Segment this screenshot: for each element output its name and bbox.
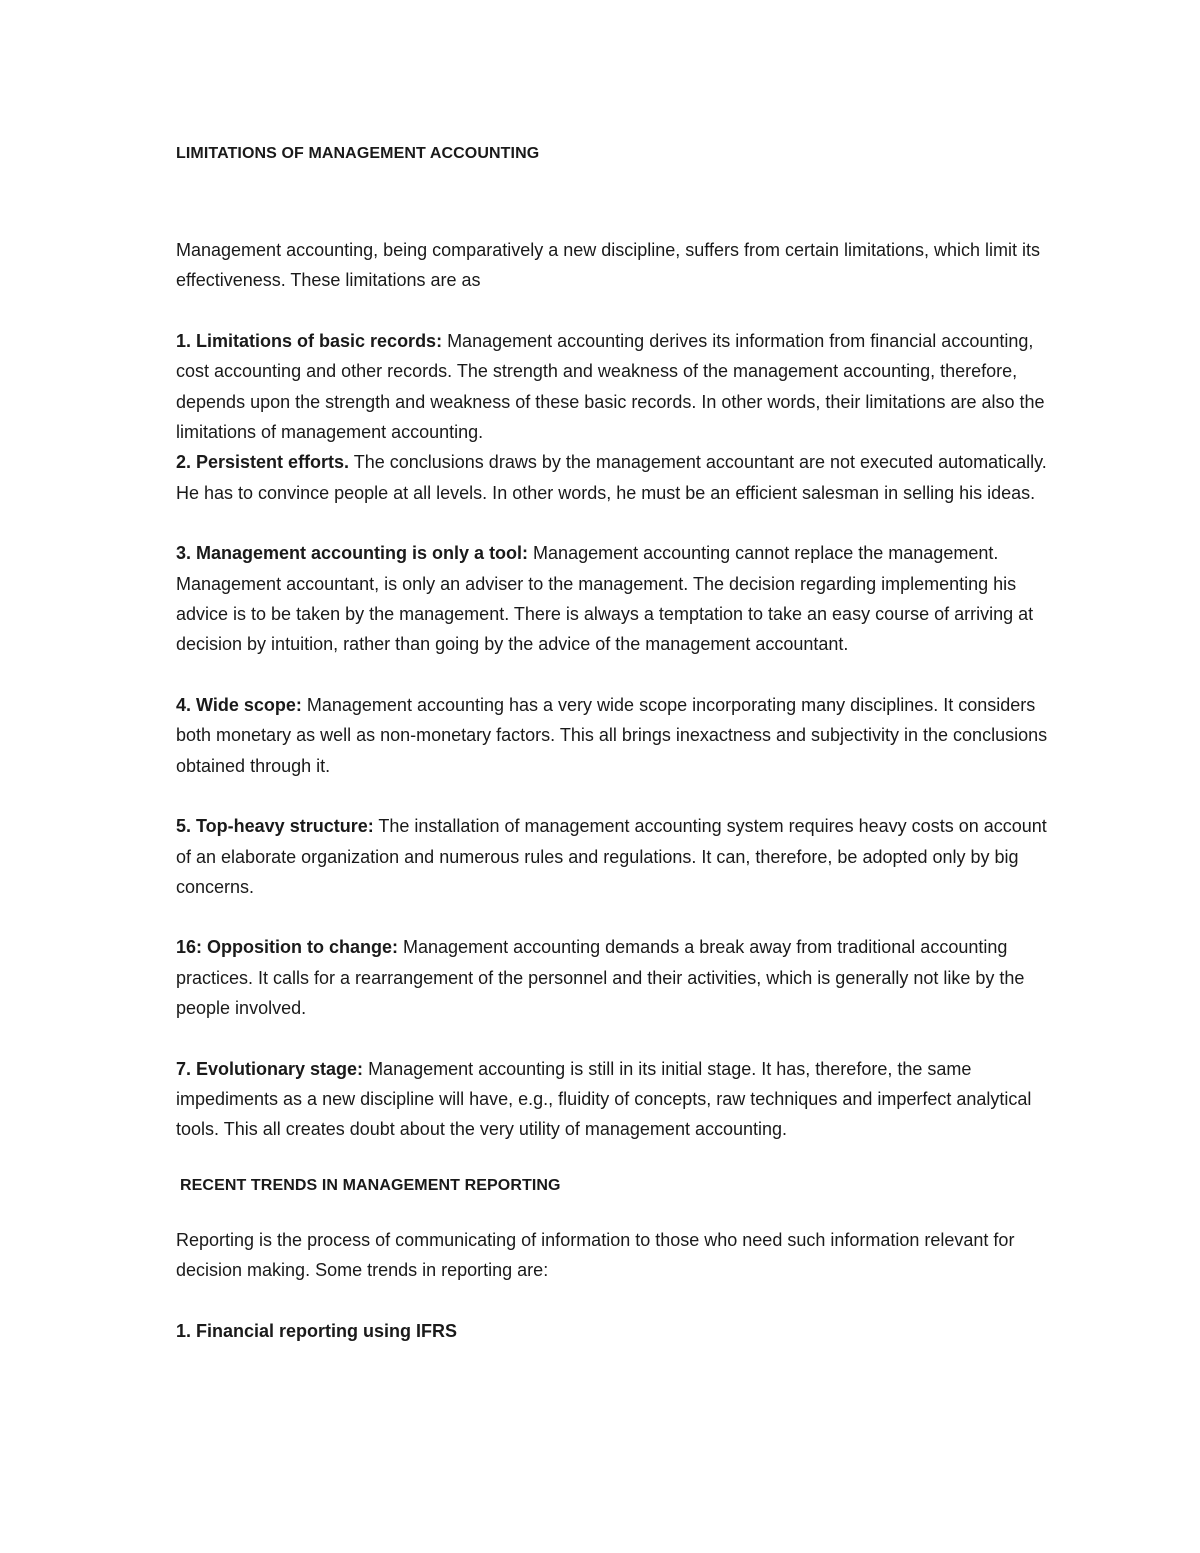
trend-item-1: 1. Financial reporting using IFRS — [176, 1320, 458, 1341]
limitation-item-7 — [176, 1054, 1061, 1145]
limitation-item-1-label: 1. Limitations of basic records: — [176, 330, 443, 351]
limitation-item-3 — [176, 538, 1061, 660]
limitation-item-6-label: 16: Opposition to change: — [176, 937, 399, 958]
limitation-item-1 — [176, 326, 1061, 448]
limitation-item-6-text: Management accounting demands a break away from traditional accounting practices. It calls for a rearrangement of the personnel and their activities, which is generally not like by the people involved. — [176, 937, 1025, 1019]
limitation-item-7-label: 7. Evolutionary stage: — [176, 1058, 364, 1079]
limitation-item-3-label: 3. Management accounting is only a tool: — [176, 543, 529, 564]
limitation-item-7-text: Management accounting is still in its initial stage. It has, therefore, the same impediments as a new discipline will have, e.g., fluidity of concepts, raw techniques and imperfect analytical tools. This all creates doubt about the very utility of management accounting. — [176, 1058, 1032, 1140]
limitation-item-5-label: 5. Top-heavy structure: — [176, 816, 374, 837]
limitation-item-4-label: 4. Wide scope: — [176, 694, 302, 715]
limitation-item-6 — [176, 932, 1061, 1023]
limitation-item-4-text: Management accounting has a very wide scope incorporating many disciplines. It considers both monetary as well as non-monetary factors. This all brings inexactness and subjectivity in the conclusions obtained through it. — [176, 694, 1048, 776]
limitation-item-2-label: 2. Persistent efforts. — [176, 452, 350, 473]
limitation-item-2-text: The conclusions draws by the management accountant are not executed automatically. He has to convince people at all levels. In other words, he must be an efficient salesman in selling his ideas. — [176, 452, 1047, 503]
document-content — [176, 143, 1061, 1346]
section2-intro-paragraph: Reporting is the process of communicating of information to those who need such information relevant for decision making. Some trends in reporting are: — [176, 1229, 1015, 1281]
limitation-item-3-text: Management accounting cannot replace the management. Management accountant, is only an adviser to the management. The decision regarding implementing his advice is to be taken by the management. There is always a temptation to take an easy course of arriving at decision by intuition, rather than going by the advice of the management accountant. — [176, 543, 1034, 655]
section-title-recent-trends: RECENT TRENDS IN MANAGEMENT REPORTING — [180, 1176, 561, 1194]
limitation-item-1-text: Management accounting derives its information from financial accounting, cost accounting and other records. The strength and weakness of the management accounting, therefore, depends upon the strength and weakness of these basic records. In other words, their limitations are also the limitations of management accounting. — [176, 330, 1045, 443]
limitation-item-2 — [176, 447, 1061, 508]
limitation-item-5 — [176, 811, 1061, 902]
limitation-item-4 — [176, 690, 1061, 781]
page-title: LIMITATIONS OF MANAGEMENT ACCOUNTING — [176, 145, 540, 162]
intro-paragraph: Management accounting, being comparatively a new discipline, suffers from certain limitations, which limit its effectiveness. These limitations are as — [176, 240, 1041, 291]
limitation-item-5-text: The installation of management accounting system requires heavy costs on account of an elaborate organization and numerous rules and regulations. It can, therefore, be adopted only by big concerns. — [176, 816, 1047, 897]
